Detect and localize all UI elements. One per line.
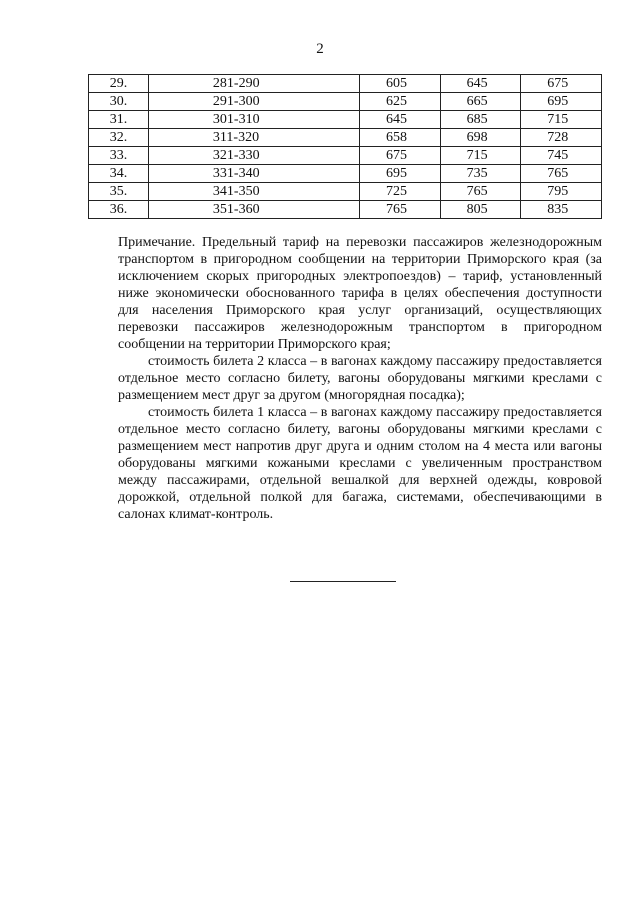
tariff-value-2: 765	[440, 183, 521, 201]
distance-range: 341-350	[148, 183, 359, 201]
tariff-value-2: 685	[440, 111, 521, 129]
tariff-value-3: 795	[521, 183, 602, 201]
tariff-value-3: 715	[521, 111, 602, 129]
table-row	[89, 147, 602, 165]
table-row	[89, 165, 602, 183]
tariff-value-3: 728	[521, 129, 602, 147]
distance-range: 321-330	[148, 147, 359, 165]
row-number: 35.	[89, 183, 149, 201]
tariff-table-body	[89, 75, 602, 219]
tariff-value-3: 835	[521, 201, 602, 219]
note-paragraph-class2: стоимость билета 2 класса – в вагонах каждому пассажиру предоставляется отдельное место согласно билету, вагоны оборудованы мягкими креслами с размещением мест друг за другом (многорядная посадка);	[118, 354, 602, 403]
tariff-table	[88, 74, 602, 219]
table-row	[89, 201, 602, 219]
tariff-value-1: 725	[359, 183, 440, 201]
distance-range: 291-300	[148, 93, 359, 111]
distance-range: 331-340	[148, 165, 359, 183]
page-number: 2	[316, 41, 324, 57]
row-number: 29.	[89, 75, 149, 93]
row-number: 32.	[89, 129, 149, 147]
distance-range: 281-290	[148, 75, 359, 93]
note-paragraph-main: Примечание. Предельный тариф на перевозки пассажиров железнодорожным транспортом в пригородном сообщении на территории Приморского края (за исключением скорых пригородных электропоездов) – тариф, установленный ниже экономически обоснованного тарифа в целях обеспечения доступности для населения Приморского края услуг организаций, осуществляющих перевозки пассажиров железнодорожным транспортом в пригородном сообщении на территории Приморского края;	[118, 235, 602, 352]
table-row	[89, 129, 602, 147]
tariff-value-1: 645	[359, 111, 440, 129]
tariff-value-2: 698	[440, 129, 521, 147]
tariff-value-3: 745	[521, 147, 602, 165]
distance-range: 311-320	[148, 129, 359, 147]
note-paragraph-class1: стоимость билета 1 класса – в вагонах каждому пассажиру предоставляется отдельное место согласно билету, вагоны оборудованы мягкими креслами с размещением мест напротив друг друга и одним столом на 4 места или вагоны оборудованы мягкими кожаными креслами с увеличенным пространством между пассажирами, отдельной вешалкой для верхней одежды, ковровой дорожкой, отдельной полкой для багажа, системами, обеспечивающими в салонах климат-контроль.	[118, 405, 602, 522]
tariff-value-1: 695	[359, 165, 440, 183]
table-row	[89, 93, 602, 111]
tariff-value-1: 675	[359, 147, 440, 165]
tariff-value-2: 735	[440, 165, 521, 183]
tariff-value-1: 765	[359, 201, 440, 219]
table-row	[89, 183, 602, 201]
tariff-value-2: 805	[440, 201, 521, 219]
tariff-value-1: 658	[359, 129, 440, 147]
tariff-value-3: 695	[521, 93, 602, 111]
tariff-value-1: 625	[359, 93, 440, 111]
table-row	[89, 75, 602, 93]
tariff-value-1: 605	[359, 75, 440, 93]
tariff-value-2: 665	[440, 93, 521, 111]
row-number: 30.	[89, 93, 149, 111]
row-number: 36.	[89, 201, 149, 219]
table-row	[89, 111, 602, 129]
tariff-value-2: 645	[440, 75, 521, 93]
tariff-value-2: 715	[440, 147, 521, 165]
row-number: 33.	[89, 147, 149, 165]
row-number: 31.	[89, 111, 149, 129]
distance-range: 301-310	[148, 111, 359, 129]
end-rule	[290, 581, 396, 582]
distance-range: 351-360	[148, 201, 359, 219]
tariff-value-3: 765	[521, 165, 602, 183]
tariff-value-3: 675	[521, 75, 602, 93]
row-number: 34.	[89, 165, 149, 183]
note-block	[118, 234, 602, 523]
